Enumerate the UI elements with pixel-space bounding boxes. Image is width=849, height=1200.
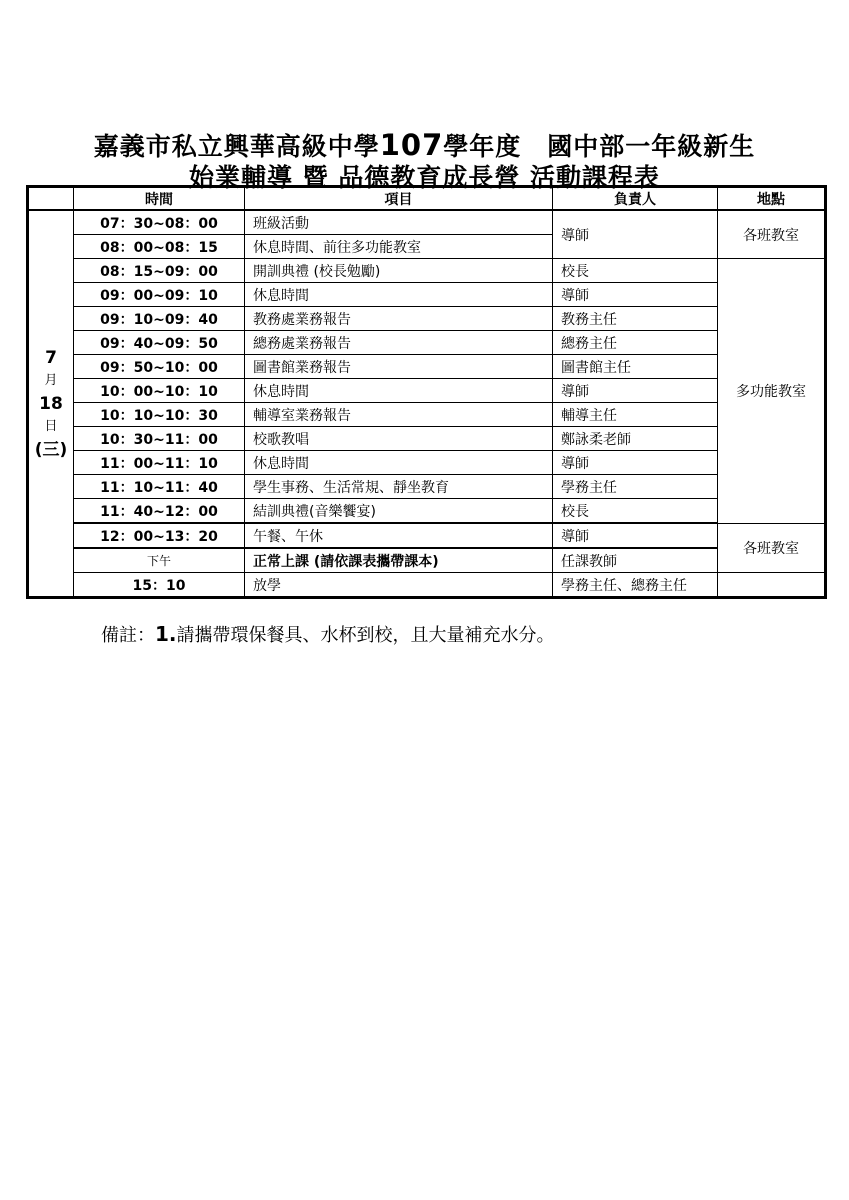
header-person: 負責人: [553, 187, 718, 211]
table-row: [28, 210, 826, 235]
table-row: [28, 427, 826, 451]
person-cell: 圖書館主任: [553, 355, 718, 379]
time-cell: 07：30~08：00: [74, 210, 245, 235]
table-row: [28, 379, 826, 403]
table-row: [28, 259, 826, 283]
item-cell: 結訓典禮(音樂饗宴): [245, 499, 553, 524]
person-cell: 導師: [553, 451, 718, 475]
date-day-num: 18: [39, 393, 63, 414]
person-cell: 總務主任: [553, 331, 718, 355]
person-cell: 鄭詠柔老師: [553, 427, 718, 451]
place-cell: 各班教室: [718, 523, 826, 573]
item-cell: 教務處業務報告: [245, 307, 553, 331]
item-cell: 圖書館業務報告: [245, 355, 553, 379]
table-row: [28, 355, 826, 379]
time-cell: 11：40~12：00: [74, 499, 245, 524]
table-row: [28, 475, 826, 499]
person-cell: 輔導主任: [553, 403, 718, 427]
title-year: 107: [379, 128, 444, 162]
person-cell: 任課教師: [553, 548, 718, 573]
person-cell: 教務主任: [553, 307, 718, 331]
table-row: [28, 573, 826, 598]
time-cell: 09：40~09：50: [74, 331, 245, 355]
item-cell: 休息時間、前往多功能教室: [245, 235, 553, 259]
time-cell: 08：15~09：00: [74, 259, 245, 283]
person-cell: 導師: [553, 523, 718, 548]
table-row: [28, 283, 826, 307]
item-cell: 學生事務、生活常規、靜坐教育: [245, 475, 553, 499]
item-cell: 正常上課 (請依課表攜帶課本): [245, 548, 553, 573]
note-text: 請攜帶環保餐具、水杯到校，且大量補充水分。: [176, 625, 555, 646]
place-cell-empty: [718, 573, 826, 598]
time-cell: 11：00~11：10: [74, 451, 245, 475]
time-cell: 10：10~10：30: [74, 403, 245, 427]
item-cell: 開訓典禮 (校長勉勵): [245, 259, 553, 283]
item-cell: 休息時間: [245, 283, 553, 307]
time-cell: 10：30~11：00: [74, 427, 245, 451]
item-cell: 休息時間: [245, 451, 553, 475]
person-cell: 導師: [553, 283, 718, 307]
title-grade: 學年度 國中部一年級新生: [443, 132, 756, 161]
time-cell: 09：50~10：00: [74, 355, 245, 379]
table-row: [28, 499, 826, 524]
time-cell: 09：00~09：10: [74, 283, 245, 307]
item-cell: 總務處業務報告: [245, 331, 553, 355]
table-row: [28, 523, 826, 548]
time-cell: 08：00~08：15: [74, 235, 245, 259]
time-cell: 11：10~11：40: [74, 475, 245, 499]
table-row: [28, 403, 826, 427]
date-month-char: 月: [44, 372, 58, 388]
date-cell: [28, 210, 74, 598]
item-cell: 輔導室業務報告: [245, 403, 553, 427]
header-time: 時間: [74, 187, 245, 211]
item-cell: 校歌教唱: [245, 427, 553, 451]
footnote: [101, 621, 555, 647]
place-cell: 多功能教室: [718, 259, 826, 524]
time-cell: 12：00~13：20: [74, 523, 245, 548]
header-place: 地點: [718, 187, 826, 211]
date-day-char: 日: [44, 418, 58, 434]
person-cell: 校長: [553, 259, 718, 283]
time-cell: 09：10~09：40: [74, 307, 245, 331]
date-month-num: 7: [45, 347, 57, 368]
title-school: 嘉義市私立興華高級中學: [93, 132, 380, 161]
time-cell: 10：00~10：10: [74, 379, 245, 403]
table-row: [28, 331, 826, 355]
table-header-row: [28, 187, 826, 211]
table-row: [28, 548, 826, 573]
person-cell: 學務主任: [553, 475, 718, 499]
person-cell: 導師: [553, 379, 718, 403]
person-cell: 校長: [553, 499, 718, 524]
schedule-table: [26, 185, 827, 599]
table-row: [28, 451, 826, 475]
page-title-line2: 始業輔導 暨 品德教育成長營 活動課程表: [188, 163, 661, 192]
person-cell: 學務主任、總務主任: [553, 573, 718, 598]
date-weekday: (三): [34, 439, 68, 460]
header-item: 項目: [245, 187, 553, 211]
note-number: 1.: [155, 622, 177, 646]
header-date: [28, 187, 74, 211]
person-cell: 導師: [553, 210, 718, 259]
time-cell: 15：10: [74, 573, 245, 598]
item-cell: 午餐、午休: [245, 523, 553, 548]
time-cell: 下午: [74, 548, 245, 573]
table-row: [28, 307, 826, 331]
place-cell: 各班教室: [718, 210, 826, 259]
item-cell: 休息時間: [245, 379, 553, 403]
item-cell: 放學: [245, 573, 553, 598]
item-cell: 班級活動: [245, 210, 553, 235]
note-label: 備註：: [101, 625, 155, 646]
